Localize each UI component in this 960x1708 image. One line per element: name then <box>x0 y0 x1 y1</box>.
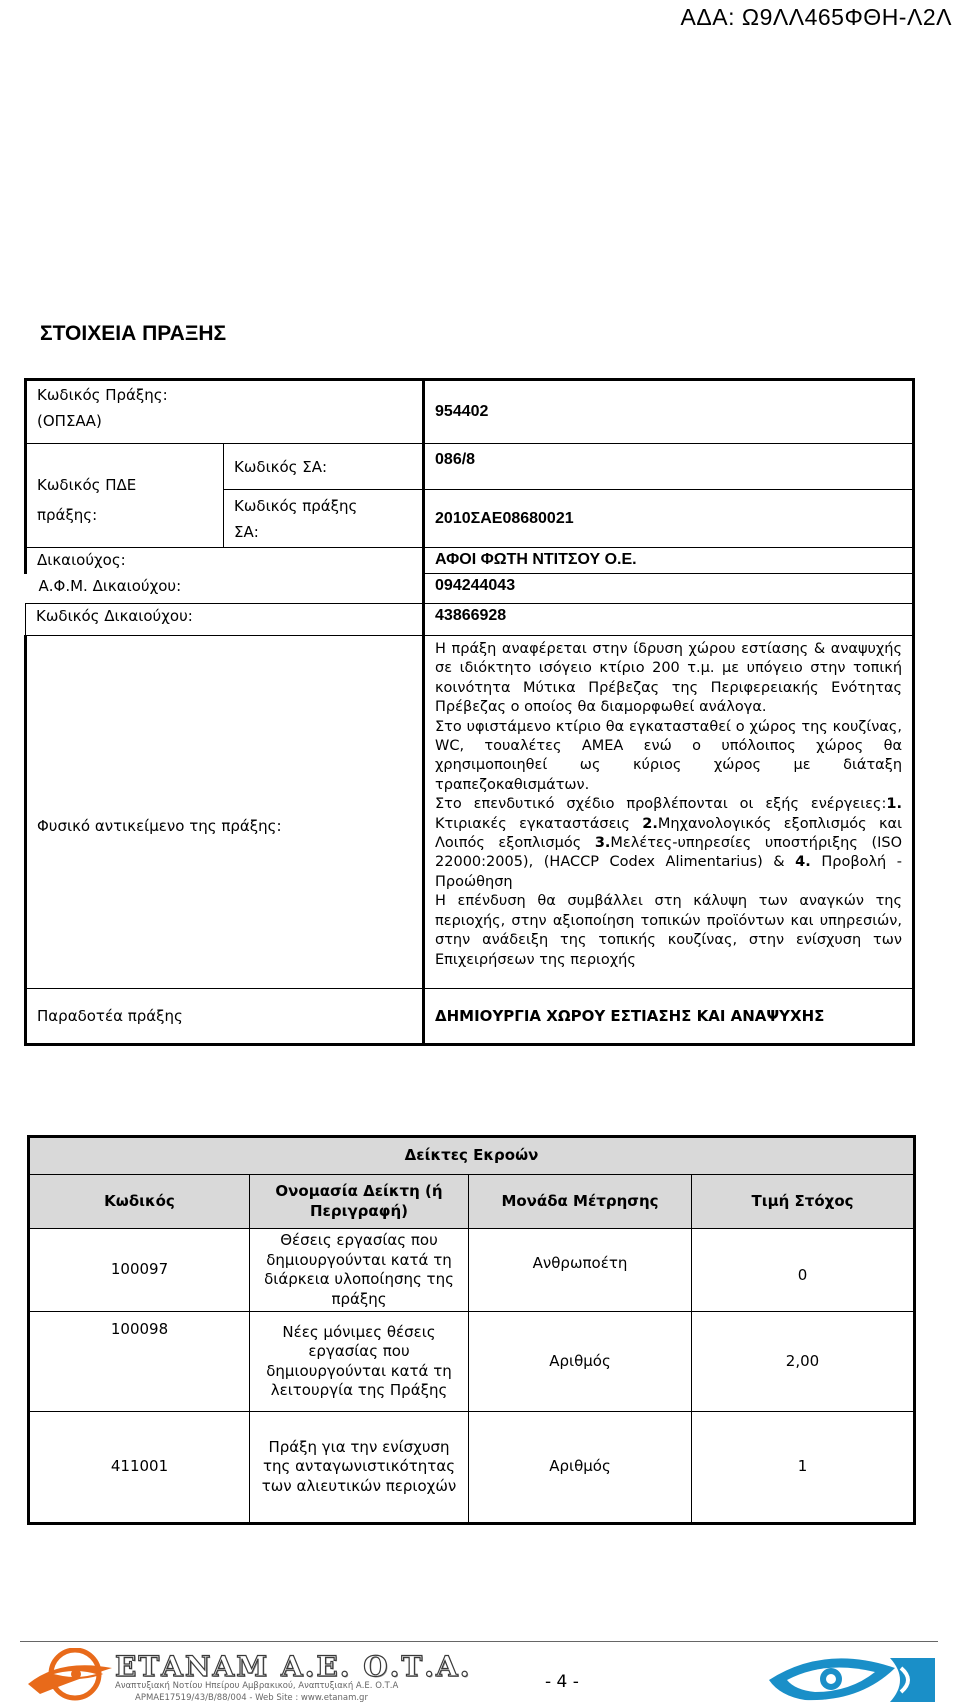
beneficiary-label: Δικαιούχος: <box>26 548 424 574</box>
action-text-1: Κτιριακές εγκαταστάσεις <box>435 815 643 832</box>
action-number-4: 4. <box>795 854 811 871</box>
code-praxis-sa-value: 2010ΣΑΕ08680021 <box>424 490 914 548</box>
afm-value: 094244043 <box>424 574 914 604</box>
deliverables-label: Παραδοτέα πράξης <box>26 988 424 1044</box>
action-text-3: Μελέτες-υπηρεσίες υποστήριξης (ISO 22000:2005), (HACCP Codex Alimentarius) & <box>435 835 903 871</box>
footer-brand: ΕΤΑΝΑΜ Α.Ε. Ο.Τ.Α. <box>115 1650 472 1683</box>
table-row <box>29 1412 915 1524</box>
ada-code: ΑΔΑ: Ω9ΛΛ465ΦΘΗ-Λ2Λ <box>680 4 952 30</box>
header-indicator-name: Ονομασία Δείκτη (ή Περιγραφή) <box>250 1175 469 1229</box>
object-paragraph-2: Στο υφιστάμενο κτίριο θα εγκατασταθεί ο χώρος της κουζίνας, WC, τουαλέτες ΑΜΕΑ ενώ ο υπόλοιπος χώρος θα χρησιμοποιηθεί ως κύριος χώρος με διάταξη τραπεζοκαθισμάτων. <box>435 718 903 793</box>
indicator-target: 1 <box>692 1412 915 1524</box>
afm-label: Α.Φ.Μ. Δικαιούχου: <box>26 574 424 604</box>
indicator-code: 100098 <box>29 1312 250 1412</box>
object-description <box>424 636 914 989</box>
code-praxis-sa-label <box>224 490 424 548</box>
code-praxis-value: 954402 <box>424 380 914 444</box>
code-praxis-sa-label-line1: Κωδικός πράξης <box>234 497 358 515</box>
section-title: ΣΤΟΙΧΕΙΑ ΠΡΑΞΗΣ <box>40 322 227 345</box>
indicator-code: 411001 <box>29 1412 250 1524</box>
praxis-details-table <box>24 378 912 1046</box>
code-sa-label: Κωδικός ΣΑ: <box>224 444 424 490</box>
footer-divider <box>20 1641 938 1642</box>
table-row <box>29 1229 915 1312</box>
action-number-3: 3. <box>594 835 611 852</box>
header-code: Κωδικός <box>29 1175 250 1229</box>
code-praxis-label-line1: Κωδικός Πράξης: <box>37 386 168 404</box>
indicators-caption: Δείκτες Εκροών <box>29 1137 915 1175</box>
code-sa-value: 086/8 <box>424 444 914 490</box>
beneficiary-code-label: Κωδικός Δικαιούχου: <box>26 604 424 636</box>
action-text-2: Μηχανολογικός εξοπλισμός και Λοιπός εξοπλισμός <box>435 815 903 852</box>
indicator-unit: Αριθμός <box>469 1412 692 1524</box>
header-unit: Μονάδα Μέτρησης <box>469 1175 692 1229</box>
etanam-emblem-icon <box>28 1650 112 1698</box>
header-target: Τιμή Στόχος <box>692 1175 915 1229</box>
object-paragraph-1: Η πράξη αναφέρεται στην ίδρυση χώρου εστίασης & αναψυχής σε ιδιόκτητο ισόγειο κτίριο 200 τ.μ. με υπόγειο στην τοπική κοινότητα Μύτικα Πρέβεζας της Περιφερειακής Ενότητας Πρέβεζας ο οποίος θα διαμορφωθεί ανάλογα. <box>435 641 903 716</box>
action-number-1: 1. <box>886 796 903 813</box>
indicator-unit: Ανθρωποέτη <box>469 1229 692 1312</box>
output-indicators-table <box>27 1135 913 1525</box>
page-number: - 4 - <box>545 1672 579 1692</box>
eye-logo-icon <box>765 1650 940 1706</box>
footer-subtitle: Αναπτυξιακή Νοτίου Ηπείρου Αμβρακικού, Αναπτυξιακή Α.Ε. Ο.Τ.Α <box>115 1681 399 1691</box>
table-row <box>29 1312 915 1412</box>
indicator-unit: Αριθμός <box>469 1312 692 1412</box>
deliverables-value: ΔΗΜΙΟΥΡΓΙΑ ΧΩΡΟΥ ΕΣΤΙΑΣΗΣ ΚΑΙ ΑΝΑΨΥΧΗΣ <box>424 988 914 1044</box>
code-pde-label-line2: πράξης: <box>37 505 98 524</box>
object-paragraph-3 <box>435 795 902 892</box>
action-number-2: 2. <box>642 815 658 832</box>
footer-registry: ΑΡΜΑΕ17519/43/Β/88/004 - Web Site : www.etanam.gr <box>135 1693 368 1703</box>
beneficiary-value: ΑΦΟΙ ΦΩΤΗ ΝΤΙΤΣΟΥ Ο.Ε. <box>424 548 914 574</box>
code-pde-label-line1: Κωδικός ΠΔΕ <box>37 475 137 494</box>
code-praxis-sa-label-line2: ΣΑ: <box>234 523 259 541</box>
code-praxis-label-line2: (ΟΠΣΑΑ) <box>37 412 102 430</box>
action-text-4: Προβολή - Προώθηση <box>435 854 903 890</box>
indicator-name: Νέες μόνιμες θέσεις εργασίας που δημιουργούνται κατά τη λειτουργία της Πράξης <box>250 1312 469 1412</box>
indicator-code: 100097 <box>29 1229 250 1312</box>
code-praxis-label <box>26 380 424 444</box>
indicator-target: 0 <box>692 1229 915 1312</box>
code-pde-label <box>26 444 224 548</box>
object-label: Φυσικό αντικείμενο της πράξης: <box>26 636 424 989</box>
object-paragraph-4: Η επένδυση θα συμβάλλει στη κάλυψη των αναγκών της περιοχής, στην αξιοποίηση τοπικών προϊόντων και υπηρεσιών, στην ανάδειξη της τοπικής κουζίνας, στην ενίσχυση των Επιχειρήσεων της περιοχής <box>435 893 903 968</box>
indicator-name: Θέσεις εργασίας που δημιουργούνται κατά τη διάρκεια υλοποίησης της πράξης <box>250 1229 469 1312</box>
object-actions-intro: Στο επενδυτικό σχέδιο προβλέπονται οι εξής ενέργειες: <box>435 796 887 813</box>
indicator-name: Πράξη για την ενίσχυση της ανταγωνιστικότητας των αλιευτικών περιοχών <box>250 1412 469 1524</box>
beneficiary-code-value: 43866928 <box>424 604 914 636</box>
indicator-target: 2,00 <box>692 1312 915 1412</box>
